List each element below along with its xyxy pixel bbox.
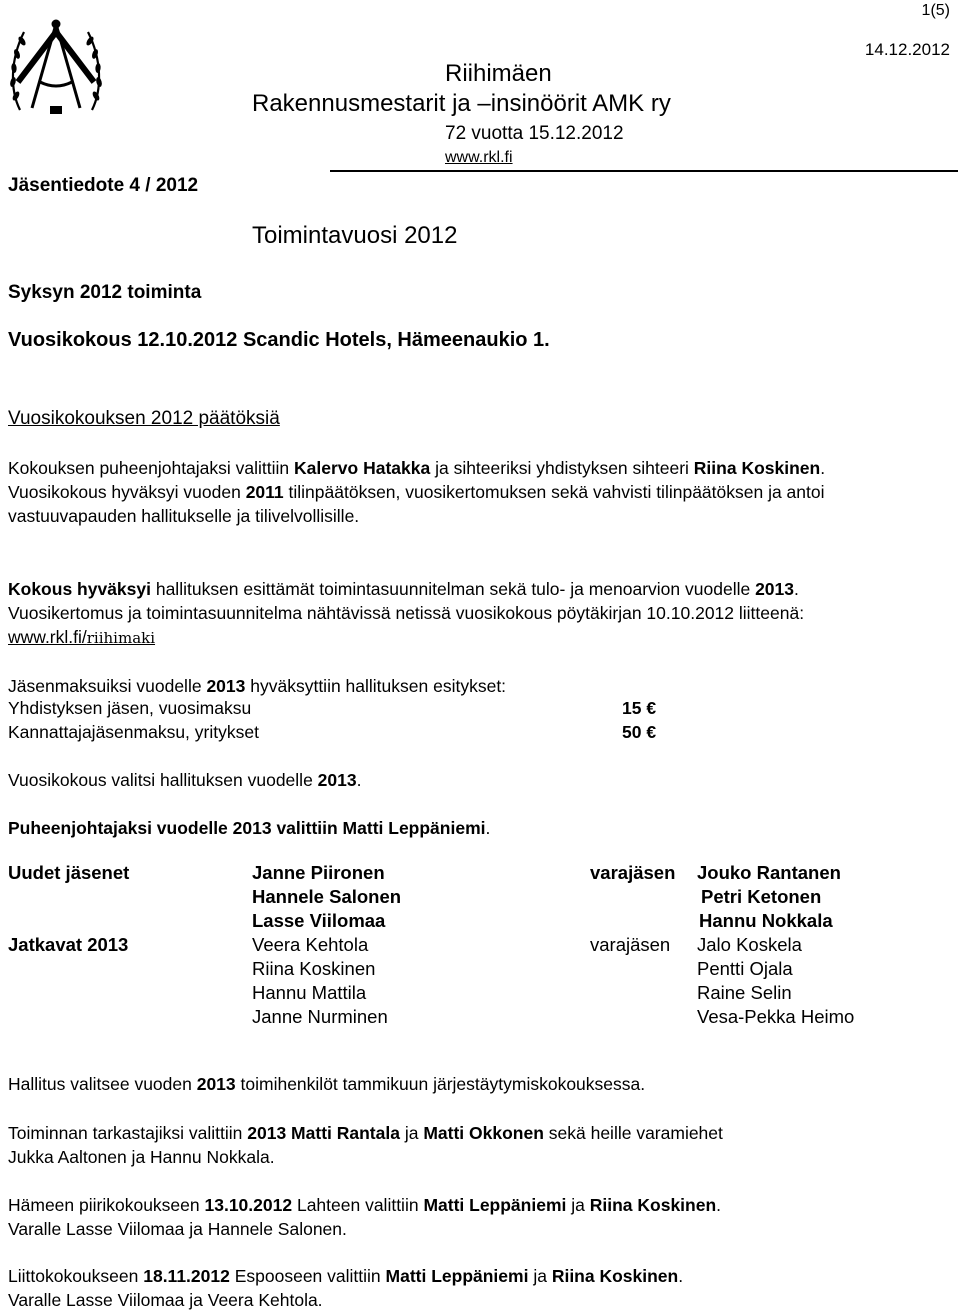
board-member: Hannu Mattila xyxy=(252,982,367,1003)
district-meeting-text: Hämeen piirikokoukseen 13.10.2012 Lahteen valittiin Matti Leppäniemi ja Riina Koskinen. Varalle Lasse Viilomaa ja Hannele Salonen. xyxy=(8,1195,722,1239)
board-member: Lasse Viilomaa xyxy=(252,910,386,931)
bulletin-title: Jäsentiedote 4 / 2012 xyxy=(8,175,199,196)
board-member: Veera Kehtola xyxy=(252,934,369,955)
fee-row-amount: 15 € xyxy=(622,698,657,718)
board-member: Hannele Salonen xyxy=(252,886,402,907)
fee-row-amount: 50 € xyxy=(622,722,657,742)
deputy-member: Hannu Nokkala xyxy=(699,910,833,931)
deputy-member: Pentti Ojala xyxy=(697,958,793,979)
page-number: 1(5) xyxy=(921,2,950,19)
auditors-text: Toiminnan tarkastajiksi valittiin 2013 Matti Rantala ja Matti Okkonen sekä heille varamiehet Jukka Aaltonen ja Hannu Nokkala. xyxy=(8,1123,723,1167)
org-website-link[interactable]: www.rkl.fi xyxy=(445,149,513,166)
chair-election-text: Puheenjohtajaksi vuodelle 2013 valittiin Matti Leppäniemi. xyxy=(8,818,491,838)
document-date: 14.12.2012 xyxy=(864,40,950,59)
org-name-line1: Riihimäen xyxy=(445,60,552,87)
deputy-member: Raine Selin xyxy=(697,982,792,1003)
association-logo xyxy=(6,10,106,118)
federation-meeting-text: Liittokokoukseen 18.11.2012 Espooseen valittiin Matti Leppäniemi ja Riina Koskinen. Varalle Lasse Viilomaa ja Veera Kehtola. xyxy=(8,1266,684,1310)
board-member: Riina Koskinen xyxy=(252,958,376,979)
deputy-member: Jalo Koskela xyxy=(697,934,802,955)
fees-intro: Jäsenmaksuiksi vuodelle 2013 hyväksyttiin hallituksen esitykset: xyxy=(8,676,507,696)
fee-row-label: Yhdistyksen jäsen, vuosimaksu xyxy=(8,698,252,718)
minutes-link[interactable]: www.rkl.fi/riihimaki xyxy=(8,627,156,647)
plan-paragraph: Kokous hyväksyi hallituksen esittämät toimintasuunnitelman sekä tulo- ja menoarvion vuodelle 2013. Vuosikertomus ja toimintasuunnitelma nähtävissä netissä vuosikokous pöytäkirjan 10.10.2012 liitteenä: www.rkl.fi/riihimaki xyxy=(8,579,805,647)
fee-row-label: Kannattajajäsenmaksu, yritykset xyxy=(8,722,259,742)
deputy-label: varajäsen xyxy=(590,934,671,955)
deputy-label: varajäsen xyxy=(590,862,676,883)
deputy-member: Petri Ketonen xyxy=(701,886,822,907)
new-members-label: Uudet jäsenet xyxy=(8,862,130,883)
annual-meeting-heading: Vuosikokous 12.10.2012 Scandic Hotels, Hämeenaukio 1. xyxy=(8,329,550,351)
decisions-paragraph: Kokouksen puheenjohtajaksi valittiin Kalervo Hatakka ja sihteeriksi yhdistyksen sihteeri Riina Koskinen. Vuosikokous hyväksyi vuoden 2011 tilinpäätöksen, vuosikertomuksen sekä vahvisti tilinpäätöksen ja antoi vastuuvapauden hallitukselle ja tilivelvollisille. xyxy=(8,458,826,526)
header-divider xyxy=(330,170,958,172)
deputy-member: Jouko Rantanen xyxy=(697,862,841,883)
board-member: Janne Piironen xyxy=(252,862,385,883)
officers-text: Hallitus valitsee vuoden 2013 toimihenkilöt tammikuun järjestäytymiskokouksessa. xyxy=(8,1074,646,1094)
board-election-text: Vuosikokous valitsi hallituksen vuodelle 2013. xyxy=(8,770,362,790)
year-title: Toimintavuosi 2012 xyxy=(252,222,458,249)
autumn-heading: Syksyn 2012 toiminta xyxy=(8,282,202,303)
continuing-members-label: Jatkavat 2013 xyxy=(8,934,129,955)
org-name-line2: Rakennusmestarit ja –insinöörit AMK ry xyxy=(252,90,671,117)
anniversary-line: 72 vuotta 15.12.2012 xyxy=(445,123,624,144)
deputy-member: Vesa-Pekka Heimo xyxy=(697,1006,855,1027)
board-member: Janne Nurminen xyxy=(252,1006,388,1027)
decisions-heading: Vuosikokouksen 2012 päätöksiä xyxy=(8,408,280,429)
